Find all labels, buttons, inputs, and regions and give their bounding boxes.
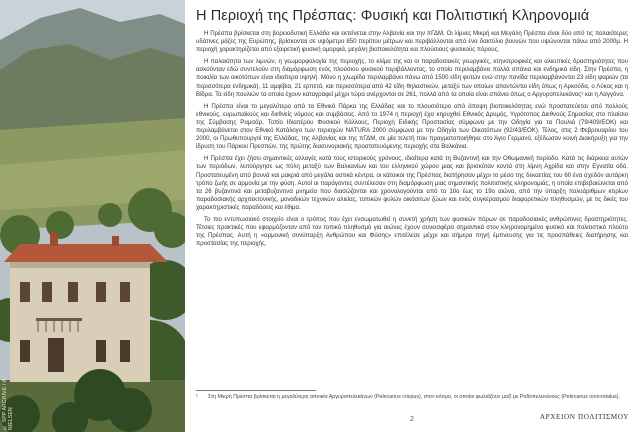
footnote-text: Στη Μικρή Πρέσπα βρίσκεται η μεγαλύτερη αποικία Αργυροπελεκάνων (Pelecanus crispus), στον κόσμο, οι οποίοι φωλιάζουν μαζί με Ροδοπελεκάνους (Pelecanus onocrotalus). (208, 394, 620, 400)
page-number: 2 (410, 416, 414, 423)
paragraph-4: Η Πρέσπα έχει ζήσει σημαντικές αλλαγές κατά τους ιστορικούς χρόνους, ιδιαίτερα κατά τη Βυζαντινή και την Οθωμανική περίοδο. Κατά τις διάρκεια αυτών των περιόδων, λειτούργησε ως πύλη μεταξύ των Βαλκανίων και του ελληνικού χώρου μιας και βρισκόταν κοντά στη λίμνη Αχρίδα και στην Εγνατία οδό. Προστατευμένη από βουνά και μακριά από μεγάλα αστικά κέντρα, οι κάτοικοι της Πρέσπας διατήρησαν μέχρι το μέσο της δεκαετίας του 60 ένα σχεδόν αυτάρκη τρόπο ζωής σε αρμονία με την φύση. Αυτοί οι παράγοντες συντέλεσαν στη διαμόρφωση μιας σημαντικής πολιτιστικής κληρονομιάς, η οποία επιβεβαιώνεται από τα 26 βυζαντινά και μεταβυζαντινά μνημεία που διασώζονται και χρονολογούνται από το 10ο έως το 19ο αιώνα, από την ύπαρξη πολυάριθμων κτιρίων παραδοσιακής αρχιτεκτονικής, μοναδικών τεχνικών αλιείας, τοπικών φυλών οικόσιτων ζώων και ενός συγκερασμού διαφορετικών πληθυσμών, με τις δικές του χαρακτηριστικές παραδόσεις και έθιμα. (196, 155, 628, 211)
paragraph-1: Η Πρέσπα βρίσκεται στη βορειοδυτική Ελλάδα και εκτείνεται στην Αλβανία και την πΓΔΜ. Οι λίμνες Μικρή και Μεγάλη Πρέσπα είναι δύο από τις παλαιότερες υδάτινες μάζες της Ευρώπης, βρίσκονται σε υψόμετρο 850 περίπου μέτρων και περιβάλλονται από ένα δακτύλιο βουνών που υψώνονται πάνω από 2000μ. Η περιοχή χαρακτηρίζεται από εξαιρετική φυσική ομορφιά, μεγάλη βιοποικιλότητα και πλούσιους φυσικούς πόρους. (196, 30, 628, 54)
page-title: Η Περιοχή της Πρέσπας: Φυσική και Πολιτιστική Κληρονομιά (196, 8, 590, 24)
village-house-photo (0, 0, 185, 432)
footnote-mark: ¹ (196, 394, 198, 400)
text-column (196, 8, 631, 424)
landscape-illustration (0, 0, 185, 432)
paragraph-2: Η παλαιότητα των λιμνών, η γεωμορφολογία της περιοχής, το κλίμα της και οι παραδοσιακές γεωργικές, κτηνοτροφικές και αλιευτικές δραστηριότητες που ασκούνταν εδώ συντελούν στη διαμόρφωση ενός πλούσιου φυσικού περιβάλλοντος, το οποίο περιλαμβάνει πολλά σπάνια και ενδημικά είδη. Στην Πρέσπα, η ποικιλία των οικοτόπων είναι ιδιαίτερα υψηλή. Μόνο η χλωρίδα περιλαμβάνει πάνω από 1500 είδη φυτών ενώ στην πανίδα περιλαμβάνονται 23 είδη ψαριών (τα περισσότερα ενδημικά), 11 αμφίβια, 21 ερπετά, και περισσότερα από 42 είδη θηλαστικών, μεταξύ των οποίων απαντώνται είδη όπως η Αρκούδα, ο Λύκος και η Βίδρα. Τα είδη πουλιών τα οποία έχουν καταγραφεί μέχρι τώρα ανέρχονται σε 261, πολλά από τα οποία είναι σπάνια όπως ο Αργυροπελεκάνος¹ και η Λαγγόνα. (196, 58, 628, 98)
article-body (196, 30, 628, 252)
paragraph-3: Η Πρέσπα είναι το μεγαλύτερο από τα Εθνικά Πάρκα της Ελλάδας και το πλουσιότερο από άποψη βιοποικιλότητας ενώ προστατεύεται από πολλούς εθνικούς, ευρωπαϊκούς και διεθνείς νόμους και συμβάσεις. Από το 1974 η περιοχή έχει κηρυχθεί Εθνικός Δρυμός, Υγρότοπος Διεθνούς Σημασίας στο πλαίσιο της Σύμβασης Ραμσάρ, Τοπίο Ιδιαιτέρου Φυσικού Κάλλους, Περιοχή Ειδικής Προστασίας σύμφωνα με την Οδηγία για τα Πουλιά (79/409/ΕΟΚ) και περιλαμβάνεται στον Εθνικό Κατάλογο των περιοχών NATURA 2000 σύμφωνα με την Οδηγία των Οικοτόπων (92/43/ΕΟΚ). Τέλος, στις 2 Φεβρουαρίου του 2000, οι Πρωθυπουργοί της Ελλάδας, της Αλβανίας και της πΓΔΜ, σε μία τελετή που πραγματοποιήθηκε στο Άγιο Γερμανό, εξέδωσαν κοινή Διακήρυξη για την ίδρυση του Πάρκου Πρεσπών, της πρώτης διασυνοριακής προστατευόμενης περιοχής στα Βαλκάνια. (196, 102, 628, 151)
archive-label: ΑΡΧΕΙΟΝ ΠΟΛΙΤΙΣΜΟΥ (539, 413, 629, 421)
paragraph-5: Το πιο εντυπωσιακό στοιχείο είναι ο τρόπος που έχει ενσωματωθεί η συνετή χρήση των φυσικών πόρων σε παραδοσιακές ανθρώπινες δραστηριότητες. Τέτοιες πρακτικές που εφαρμόζονταν από τον τοπικό πληθυσμό για αιώνες έχουν συνεισφέρει σημαντικά στον κληρονομημένο φυσικό και πολιτιστικό πλούτο της Πρέσπας. Αυτή η «αρμονική συνύπαρξη Ανθρώπου και Φύσης» επιτέλεσε μέχρι και σήμερα πηγή έμπνευσης για τις προσπάθειες διατήρησης και προστασίας της περιοχής. (196, 215, 628, 248)
photo-credit: © SPP ARCHIVE / A. NIELSEN (2, 377, 14, 430)
footnote (196, 394, 628, 401)
footnote-divider (196, 390, 316, 391)
